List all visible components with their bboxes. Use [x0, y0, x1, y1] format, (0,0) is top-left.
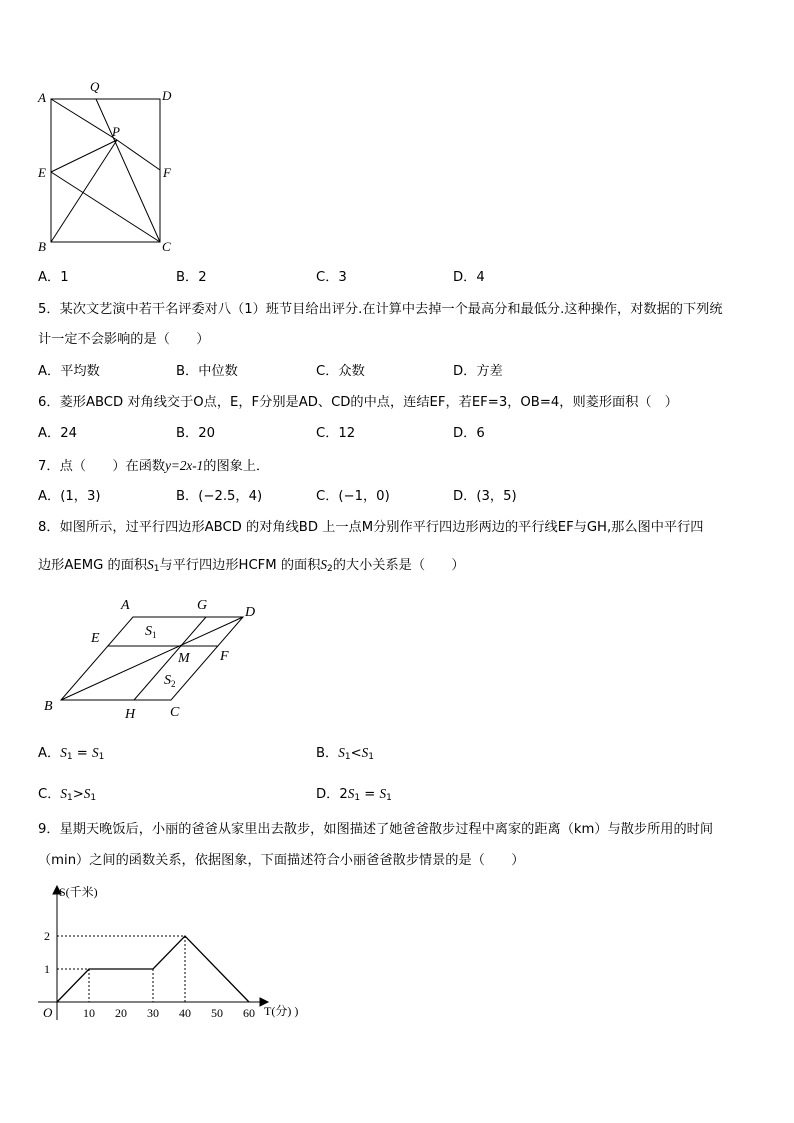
q9-stem-line2: （min）之间的函数关系，依据图象，下面描述符合小丽爸爸散步情景的是（ ）: [38, 853, 525, 868]
label-h: H: [125, 707, 136, 722]
label-c: C: [170, 705, 180, 720]
label-f: F: [220, 649, 229, 664]
q4-option-c[interactable]: C．3: [316, 270, 347, 285]
x-tick-label-30: 30: [147, 1006, 159, 1020]
segment-qc: [96, 99, 160, 242]
question-8-figure: [38, 592, 268, 722]
q7-option-c[interactable]: C．(−1，0): [316, 489, 390, 504]
q8-option-c[interactable]: C．$S_1>S_1$: [38, 786, 97, 803]
label-p: P: [112, 124, 120, 139]
q8-option-d[interactable]: D．$2S_1 = S_1$: [316, 786, 392, 803]
q7-option-b[interactable]: B．(−2.5，4): [176, 489, 263, 504]
q8-stem-line1: 8．如图所示，过平行四边形ABCD 的对角线BD 上一点M分别作平行四边形两边的平行线EF与GH,那么图中平行四: [38, 520, 704, 535]
label-b: B: [44, 699, 53, 714]
q6-option-c[interactable]: C．12: [316, 426, 356, 441]
q5-option-a[interactable]: A．平均数: [38, 364, 100, 379]
segment-pf: [117, 140, 160, 170]
x-tick-label-10: 10: [83, 1006, 95, 1020]
q7-option-a[interactable]: A．(1，3): [38, 489, 101, 504]
q6-stem: 6．菱形ABCD 对角线交于O点，E，F分别是AD、CD的中点，连结EF，若EF=3，OB=4，则菱形面积（ ）: [38, 395, 678, 410]
label-d: D: [162, 88, 172, 103]
q7-stem: 7．点（ ）在函数y=2x-1的图象上．: [38, 458, 270, 474]
q5-stem-line1: 5．某次文艺演中若干名评委对八（1）班节目给出评分.在计算中去掉一个最高分和最低分.这种操作，对数据的下列统: [38, 302, 723, 317]
x-tick-label-20: 20: [115, 1006, 127, 1020]
q4-option-d[interactable]: D．4: [453, 270, 485, 285]
label-g: G: [197, 598, 208, 613]
q6-option-d[interactable]: D．6: [453, 426, 485, 441]
label-a: A: [121, 598, 130, 613]
segment-ap: [51, 99, 117, 140]
q4-option-b[interactable]: B．2: [176, 270, 207, 285]
y-tick-label-1: 1: [44, 962, 50, 976]
x-tick-label-60: 60: [243, 1006, 255, 1020]
label-c: C: [162, 239, 171, 254]
label-s2: $S_2$: [164, 673, 176, 689]
q9-distance-time-chart: [38, 880, 302, 1030]
label-b: B: [38, 239, 46, 254]
x-tick-label-40: 40: [179, 1006, 191, 1020]
label-f: F: [163, 165, 171, 180]
question-4-figure: [30, 78, 190, 258]
segment-ec: [51, 172, 160, 242]
q9-stem-line1: 9．星期天晚饭后，小丽的爸爸从家里出去散步，如图描述了她爸爸散步过程中离家的距离（km）与散步所用的时间: [38, 822, 714, 837]
label-d: D: [245, 605, 256, 620]
q7-option-d[interactable]: D．(3，5): [453, 489, 517, 504]
q5-option-d[interactable]: D．方差: [453, 364, 503, 379]
x-tick-label-50: 50: [211, 1006, 223, 1020]
q6-option-a[interactable]: A．24: [38, 426, 77, 441]
y-axis-label: S(千米): [59, 885, 98, 899]
label-q: Q: [90, 79, 100, 94]
label-e: E: [91, 631, 100, 646]
label-e: E: [38, 165, 46, 180]
label-a: A: [38, 90, 46, 105]
q8-option-b[interactable]: B．$S_1<S_1$: [316, 745, 374, 762]
label-s1: $S_1$: [145, 624, 157, 640]
q5-option-b[interactable]: B．中位数: [176, 364, 238, 379]
segment-bp: [51, 140, 117, 242]
q6-option-b[interactable]: B．20: [176, 426, 216, 441]
origin-label: O: [43, 1005, 53, 1020]
label-m: M: [178, 651, 190, 666]
x-axis-label: T(分) ): [264, 1004, 299, 1018]
y-tick-label-2: 2: [44, 929, 50, 943]
q8-option-a[interactable]: A．$S_1 = S_1$: [38, 745, 105, 762]
q5-stem-line2: 计一定不会影响的是（ ）: [38, 332, 210, 347]
q8-stem-line2: 边形AEMG 的面积$S_1$与平行四边形HCFM 的面积$S_2$的大小关系是（ ）: [38, 557, 465, 574]
q5-option-c[interactable]: C．众数: [316, 364, 365, 379]
q4-option-a[interactable]: A．1: [38, 270, 69, 285]
